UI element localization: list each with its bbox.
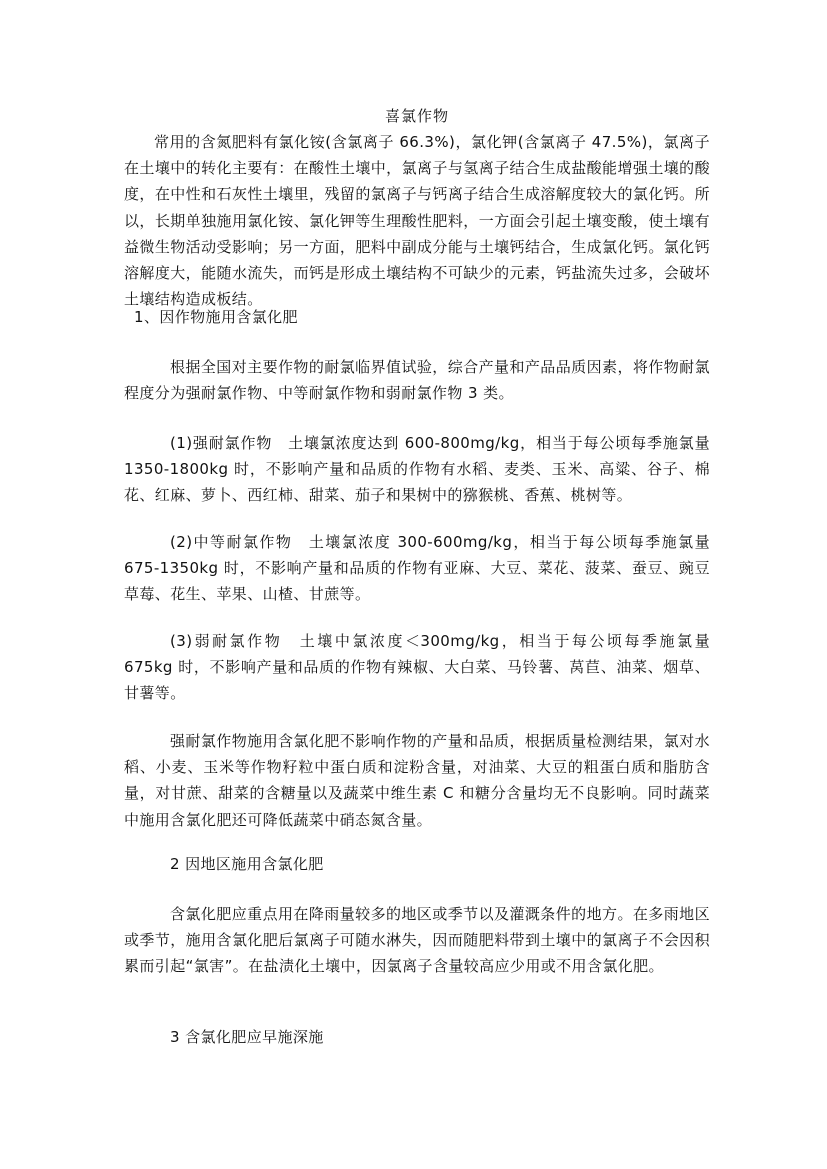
section-1-paragraph-3: (2)中等耐氯作物 土壤氯浓度 300-600mg/kg，相当于每公顷每季施氯量 675-1350kg 时，不影响产量和品质的作物有亚麻、大豆、菜花、菠菜、蚕豆、豌豆草莓、花生、苹果、山楂、甘蔗等。 <box>124 533 710 604</box>
intro-paragraph: 常用的含氮肥料有氯化铵(含氯离子 66.3%)，氯化钾(含氯离子 47.5%)，氯离子在土壤中的转化主要有：在酸性土壤中，氯离子与氢离子结合生成盐酸能增强土壤的酸度，在中性和石灰性土壤里，残留的氯离子与钙离子结合生成溶解度较大的氯化钙。所以，长期单独施用氯化铵、氯化钾等生理酸性肥料，一方面会引起土壤变酸，使土壤有益微生物活动受影响；另一方面，肥料中副成分能与土壤钙结合，生成氯化钙。氯化钙溶解度大，能随水流失，而钙是形成土壤结构不可缺少的元素，钙盐流失过多，会破坏土壤结构造成板结。 <box>124 133 710 309</box>
section-2-paragraph-1: 含氯化肥应重点用在降雨量较多的地区或季节以及灌溉条件的地方。在多雨地区或季节，施用含氯化肥后氯离子可随水淋失，因而随肥料带到土壤中的氯离子不会因积累而引起“氯害”。在盐渍化土壤中，因氯离子含量较高应少用或不用含氯化肥。 <box>124 905 710 976</box>
section-3-heading: 3 含氯化肥应早施深施 <box>170 1028 324 1046</box>
section-1-paragraph-2: (1)强耐氯作物 土壤氯浓度达到 600-800mg/kg，相当于每公顷每季施氯量 1350-1800kg 时，不影响产量和品质的作物有水稻、麦类、玉米、高粱、谷子、棉花、红麻、萝卜、西红柿、甜菜、茄子和果树中的猕猴桃、香蕉、桃树等。 <box>124 434 710 505</box>
section-2-heading: 2 因地区施用含氯化肥 <box>170 855 324 873</box>
document-title: 喜氯作物 <box>384 107 449 125</box>
section-1-paragraph-1: 根据全国对主要作物的耐氯临界值试验，综合产量和产品品质因素，将作物耐氯程度分为强耐氯作物、中等耐氯作物和弱耐氯作物 3 类。 <box>124 358 710 403</box>
section-1-paragraph-5: 强耐氯作物施用含氯化肥不影响作物的产量和品质，根据质量检测结果，氯对水稻、小麦、玉米等作物籽粒中蛋白质和淀粉含量，对油菜、大豆的粗蛋白质和脂肪含量，对甘蔗、甜菜的含糖量以及蔬菜中维生素 C 和糖分含量均无不良影响。同时蔬菜中施用含氯化肥还可降低蔬菜中硝态氮含量。 <box>124 732 710 829</box>
section-1-paragraph-4: (3)弱耐氯作物 土壤中氯浓度＜300mg/kg，相当于每公顷每季施氯量 675kg 时，不影响产量和品质的作物有辣椒、大白菜、马铃薯、莴苣、油菜、烟草、甘薯等。 <box>124 632 710 703</box>
section-1-heading: 1、因作物施用含氯化肥 <box>134 308 298 326</box>
